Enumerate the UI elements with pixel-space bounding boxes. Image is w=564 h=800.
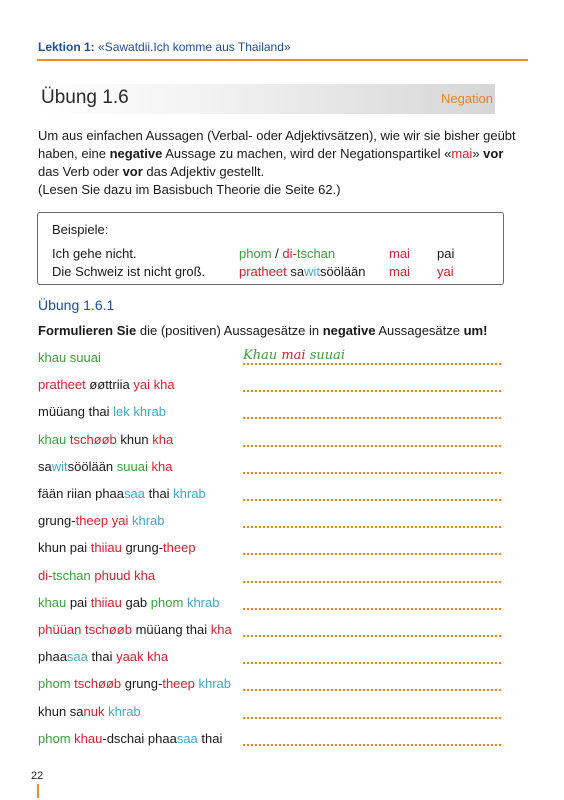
exercise-item (38, 731, 222, 746)
exercise-item-word: thai (197, 731, 223, 746)
exercise-item-word: khun pai (38, 540, 91, 555)
page-marker (37, 784, 39, 798)
intro-text: Um aus einfachen Aussagen (Verbal- oder Adjektivsätzen), wie wir sie bisher geübt haben, eine (38, 128, 516, 161)
answer-line[interactable] (243, 677, 501, 691)
exercise-item-word: gab (121, 595, 151, 610)
exercise-item (38, 486, 206, 501)
exercise-item-word: phom (38, 676, 71, 691)
instruction-part: Aussagesätze (375, 323, 464, 338)
intro-negative: negative (109, 146, 163, 161)
example-negation: mai (389, 246, 410, 261)
example-thai-part: söölään (319, 264, 366, 279)
exercise-item (38, 704, 141, 719)
exercise-item-word: kha (152, 432, 174, 447)
example-word (437, 264, 454, 279)
exercise-item-word: lek (113, 404, 130, 419)
instruction-part: Formulieren Sie (38, 323, 137, 338)
instruction (38, 323, 487, 338)
example-thai (239, 264, 365, 279)
exercise-item-word: kha (210, 622, 232, 637)
answer-line[interactable] (243, 405, 501, 419)
examples-title: Beispiele: (52, 222, 109, 237)
exercise-item (38, 404, 166, 419)
answer-line[interactable] (243, 541, 501, 555)
exercise-item-word: kha (151, 459, 173, 474)
answer-line[interactable] (243, 705, 501, 719)
exercise-item-word: pai (66, 595, 91, 610)
exercise-item (38, 540, 196, 555)
intro-text: das Verb oder (38, 164, 123, 179)
exercise-title: Übung 1.6 (41, 87, 129, 108)
answer-line[interactable] (243, 460, 501, 474)
exercise-item-word: grung- (38, 513, 76, 528)
exercise-item-word: suuai (116, 459, 148, 474)
example-german: Ich gehe nicht. (52, 246, 137, 261)
exercise-item-word: kha (153, 377, 175, 392)
exercise-item-word: khau (74, 731, 103, 746)
intro-text: Aussage zu machen, wird der Negationspartikel « (162, 146, 452, 161)
exercise-item-word: khau suuai (38, 350, 101, 365)
exercise-item-word: tschan (52, 568, 91, 583)
exercise-item-word: khrab (133, 404, 166, 419)
intro-mai: mai (451, 146, 473, 161)
exercise-item-word: saa (176, 731, 198, 746)
exercise-item-word: -dschai phaa (102, 731, 177, 746)
answer-line[interactable] (243, 378, 501, 392)
lesson-title: «Sawatdii.Ich komme aus Thailand» (98, 40, 291, 54)
exercise-item-word: di- (38, 568, 53, 583)
exercise-item-word: müüang thai (38, 404, 114, 419)
exercise-item-word: müüang thai (131, 622, 211, 637)
lesson-label: Lektion 1: (38, 40, 95, 54)
exercise-item (38, 459, 172, 474)
exercise-item-word: thiiau (90, 540, 122, 555)
header-divider (37, 59, 528, 61)
exercise-item (38, 595, 219, 610)
exercise-item-word: phom (38, 731, 71, 746)
subexercise-title: Übung 1.6.1 (38, 297, 115, 313)
exercise-item (38, 649, 168, 664)
exercise-item-word: yai (133, 377, 150, 392)
example-thai-part: tschan (296, 246, 336, 261)
exercise-item-word: yai (111, 513, 129, 528)
instruction-part: negative (322, 323, 376, 338)
example-thai (239, 246, 335, 261)
exercise-item-word: grung- (121, 676, 163, 691)
exercise-tag: Negation (440, 91, 493, 106)
instruction-part: um! (463, 323, 488, 338)
answer-line[interactable] (243, 623, 501, 637)
exercise-item-word: kha (147, 649, 169, 664)
exercise-item-word: khau (38, 432, 67, 447)
answer-line[interactable] (243, 732, 501, 746)
exercise-item (38, 350, 101, 365)
intro-paragraph (38, 127, 518, 199)
answer-line[interactable] (243, 487, 501, 501)
sample-answer-negation: mai (281, 348, 306, 363)
answer-line[interactable] (243, 596, 501, 610)
exercise-item-word: thiiau (90, 595, 122, 610)
lesson-header (38, 40, 291, 54)
exercise-item-word: khrab (173, 486, 206, 501)
exercise-item-word: söölään (67, 459, 117, 474)
intro-reference: (Lesen Sie dazu im Basisbuch Theorie die Seite 62.) (38, 182, 341, 197)
exercise-item-word: tschøøb (69, 432, 117, 447)
exercise-title-bar (37, 84, 495, 114)
exercise-item-word: phuud (94, 568, 131, 583)
exercise-item-word: kha (134, 568, 156, 583)
exercise-item-word: nuk (83, 704, 105, 719)
example-thai-part: phom (239, 246, 272, 261)
exercise-item-word: khrab (186, 595, 220, 610)
example-word (437, 246, 454, 261)
exercise-item-word: khau (38, 595, 67, 610)
exercise-item-word: pratheet (38, 377, 86, 392)
example-thai-part: di- (282, 246, 297, 261)
example-word-part: yai (437, 264, 454, 279)
exercise-item-word: khun sa (38, 704, 84, 719)
instruction-part: die (positiven) Aussagesätze in (136, 323, 323, 338)
exercise-item (38, 622, 232, 637)
example-thai-part: sa (286, 264, 305, 279)
sample-answer-part: Khau (243, 348, 282, 363)
exercise-item (38, 676, 231, 691)
exercise-item-word: sa (38, 459, 52, 474)
exercise-item (38, 432, 173, 447)
intro-vor: vor (483, 146, 504, 161)
exercise-item-word: wit (51, 459, 68, 474)
example-thai-part: wit (304, 264, 320, 279)
exercise-item-word: theep (75, 513, 109, 528)
exercise-item-word: thai (87, 649, 117, 664)
example-thai-part: / (271, 246, 283, 261)
exercise-item-word: tschøøb (74, 676, 122, 691)
exercise-item-word: saa (66, 649, 88, 664)
example-thai-part: pratheet (239, 264, 287, 279)
exercise-item-word: saa (124, 486, 145, 501)
answer-line[interactable] (243, 433, 501, 447)
page-number: 22 (31, 770, 44, 782)
intro-vor: vor (122, 164, 143, 179)
answer-line[interactable] (243, 569, 501, 583)
intro-text: das Adjektiv gestellt. (142, 164, 265, 179)
answer-line[interactable] (243, 514, 501, 528)
exercise-item-word: khrab (198, 676, 232, 691)
exercise-item-word: tschøøb (85, 622, 132, 637)
exercise-item-word: theep (163, 540, 196, 555)
example-german: Die Schweiz ist nicht groß. (52, 264, 206, 279)
exercise-item-word: khun (116, 432, 153, 447)
exercise-item-word: grung- (121, 540, 164, 555)
exercise-item-word: yaak (116, 649, 144, 664)
exercise-item-word: thai (144, 486, 174, 501)
exercise-item-word: phom (150, 595, 184, 610)
exercise-item-word: fään riian phaa (38, 486, 125, 501)
examples-box (37, 212, 504, 285)
exercise-item-word: phüüan (38, 622, 82, 637)
intro-text: » (472, 146, 484, 161)
answer-line[interactable] (243, 650, 501, 664)
exercise-item-word: øøttriia (85, 377, 134, 392)
exercise-item (38, 568, 155, 583)
exercise-item (38, 377, 175, 392)
exercise-item-word: phaa (38, 649, 67, 664)
exercise-item (38, 513, 165, 528)
sample-answer-part: suuai (305, 348, 346, 363)
exercise-item-word: khrab (132, 513, 165, 528)
example-word-part: pai (437, 246, 455, 261)
example-negation: mai (389, 264, 410, 279)
exercise-item-word: khrab (108, 704, 141, 719)
sample-answer (243, 348, 345, 363)
exercise-item-word: theep (162, 676, 195, 691)
